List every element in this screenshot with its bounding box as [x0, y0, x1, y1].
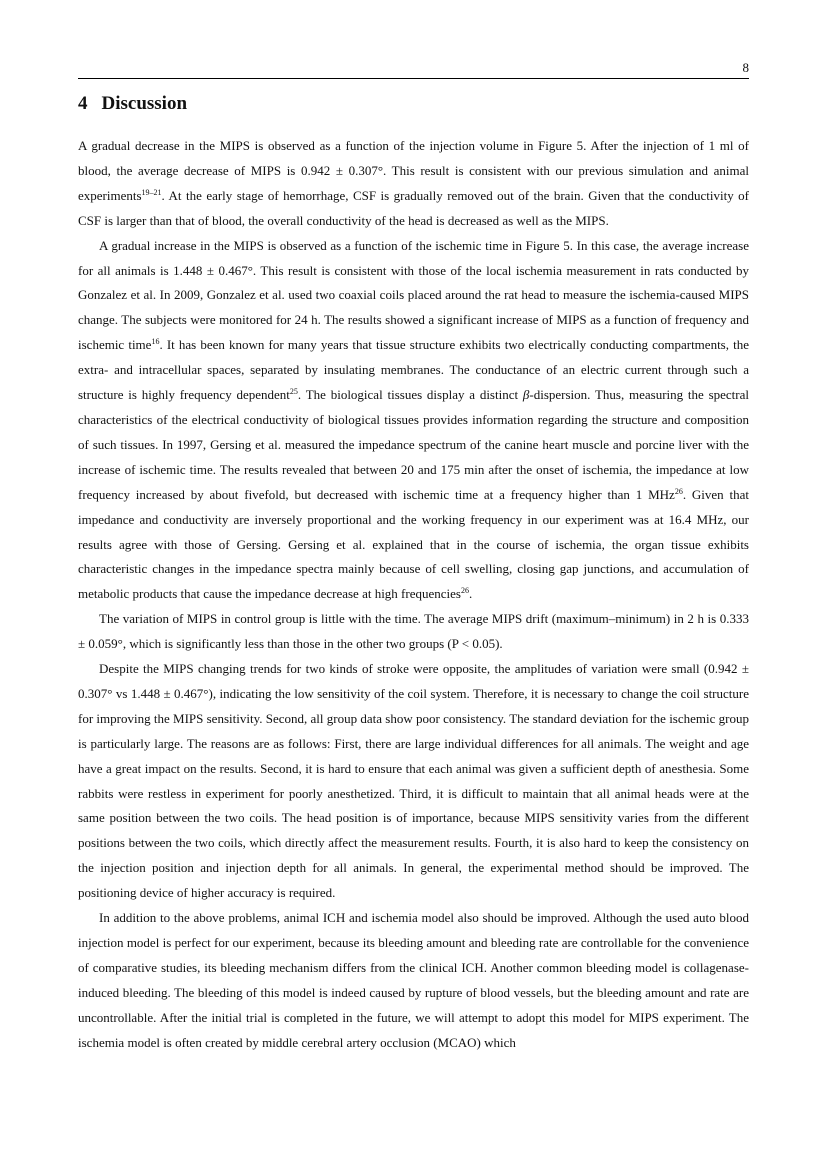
section-title: Discussion	[101, 93, 188, 114]
paragraph	[78, 134, 749, 234]
citation-superscript: 26	[460, 586, 469, 596]
paragraph	[78, 657, 749, 906]
text-run: .	[468, 586, 473, 602]
body-text	[78, 134, 749, 1056]
header-rule	[78, 78, 749, 79]
text-run: A gradual increase in the MIPS is observed as a function of the ischemic time in Figure 5. In this case, the average increase for all animals is 1.448 ± 0.467°. This result is consistent with those of the local ischemia measurement in rats conducted by Gonzalez et al. In 2009, Gonzalez et al. used two coaxial coils placed around the rat head to measure the ischemia-caused MIPS change. The subjects were monitored for 24 h. The results showed a significant increase of MIPS as a function of frequency and ischemic time	[78, 237, 749, 353]
paragraph	[78, 607, 749, 657]
page-number: 8	[742, 60, 749, 75]
text-run: . Given that impedance and conductivity are inversely proportional and the working frequency in our experiment was at 16.4 MHz, our results agree with those of Gersing. Gersing et al. explained that in the course of ischemia, the organ tissue exhibits characteristic changes in the impedance spectra mainly because of cell swelling, closing gap junctions, and accumulation of metabolic products that cause the impedance decrease at high frequencies	[78, 486, 749, 602]
paragraph	[78, 906, 749, 1055]
text-run: . At the early stage of hemorrhage, CSF is gradually removed out of the brain. Given that the conductivity of CSF is larger than that of blood, the overall conductivity of the head is decreased as well as the MIPS.	[78, 187, 749, 228]
text-run: -dispersion. Thus, measuring the spectral characteristics of the electrical conductivity of biological tissues provides information regarding the structure and composition of such tissues. In 1997, Gersing et al. measured the impedance spectrum of the canine heart muscle and porcine liver with the increase of ischemic time. The results revealed that between 20 and 175 min after the onset of ischemia, the impedance at low frequency increased by about fivefold, but decreased with ischemic time at a frequency higher than 1 MHz	[78, 387, 750, 502]
citation-superscript: 25	[289, 387, 298, 397]
text-run: In addition to the above problems, animal ICH and ischemia model also should be improved. Although the used auto blood injection model is perfect for our experiment, because its bleeding amount and bleeding rate are controllable for the convenience of comparative studies, its bleeding mechanism differs from the clinical ICH. Another common bleeding model is collagenase-induced bleeding. The bleeding of this model is indeed caused by rupture of blood vessels, but the bleeding amount and rate are uncontrollable. After the initial trial is completed in the future, we will attempt to adopt this model for MIPS experiment. The ischemia model is often created by middle cerebral artery occlusion (MCAO) which	[78, 910, 749, 1050]
citation-superscript: 16	[151, 337, 160, 347]
citation-superscript: 19–21	[141, 187, 162, 197]
text-run: . The biological tissues display a distinct	[297, 387, 523, 403]
math-symbol: β	[522, 387, 530, 403]
text-run: Despite the MIPS changing trends for two kinds of stroke were opposite, the amplitudes of variation were small (0.942 ± 0.307° vs 1.448 ± 0.467°), indicating the low sensitivity of the coil system. Therefore, it is necessary to change the coil structure for improving the MIPS sensitivity. Second, all group data show poor consistency. The standard deviation for the ischemic group is particularly large. The reasons are as follows: First, there are large individual differences for all animals. The weight and age have a great impact on the results. Second, it is hard to ensure that each animal was given a sufficient depth of anesthesia. Some rabbits were restless in experiment for poorly anesthetized. Third, it is difficult to maintain that all animal heads were at the same position between the two coils. The head position is of importance, because MIPS sensitivity varies from the different positions between the two coils, which directly affect the measurement results. Fourth, it is also hard to keep the consistency on the injection position and injection depth for all animals. In general, the experimental method should be improved. The positioning device of higher accuracy is required.	[78, 661, 749, 901]
text-run: . It has been known for many years that tissue structure exhibits two electrically conducting compartments, the extra- and intracellular spaces, separated by insulating membranes. The conductance of an electric current through such a structure is highly frequency dependent	[78, 337, 750, 403]
text-run: The variation of MIPS in control group is little with the time. The average MIPS drift (maximum–minimum) in 2 h is 0.333 ± 0.059°, which is significantly less than those in the other two groups (P < 0.05).	[78, 611, 749, 652]
citation-superscript: 26	[674, 486, 683, 496]
section-heading	[78, 93, 187, 115]
paragraph	[78, 234, 749, 608]
section-number: 4	[78, 93, 88, 114]
text-run: A gradual decrease in the MIPS is observed as a function of the injection volume in Figure 5. After the injection of 1 ml of blood, the average decrease of MIPS is 0.942 ± 0.307°. This result is consistent with our previous simulation and animal experiments	[78, 138, 749, 203]
